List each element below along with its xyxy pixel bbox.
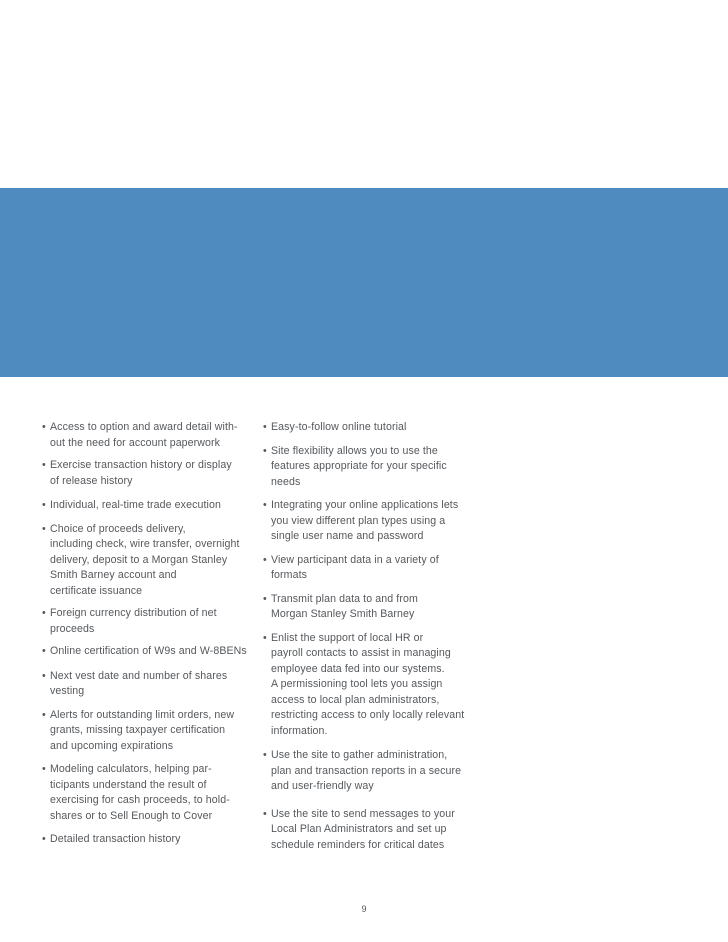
list-item-text: Easy-to-follow online tutorial [271, 421, 407, 433]
bullet-icon: • [42, 763, 46, 775]
list-item-text: Integrating your online applications lets you view different plan types using a single user name and password [271, 499, 459, 542]
list-item-text: View participant data in a variety of formats [271, 553, 439, 581]
list-item [42, 420, 252, 451]
list-item-text: Use the site to send messages to your Local Plan Administrators and set up schedule reminders for critical dates [271, 807, 455, 851]
bullet-icon: • [263, 421, 267, 433]
list-item [42, 669, 252, 700]
bullet-icon: • [42, 499, 46, 511]
list-item-text: Site flexibility allows you to use the features appropriate for your specific needs [271, 444, 447, 488]
list-item-text: Next vest date and number of shares vesting [50, 669, 228, 697]
list-item [42, 522, 252, 600]
list-item-text: Alerts for outstanding limit orders, new grants, missing taxpayer certification and upcoming expirations [50, 708, 235, 752]
bullet-icon: • [42, 833, 46, 845]
left-feature-list [42, 420, 252, 848]
list-item [263, 631, 473, 740]
list-item [42, 762, 252, 824]
list-item-text: Modeling calculators, helping par- ticipants understand the result of exercising for cash proceeds, to hold- shares or to Sell Enough to Cover [50, 763, 230, 822]
list-item [42, 606, 252, 637]
bullet-icon: • [42, 421, 46, 433]
list-item-text: Use the site to gather administration, plan and transaction reports in a secure and user-friendly way [271, 749, 462, 792]
list-item [263, 807, 473, 854]
bullet-icon: • [42, 645, 46, 657]
list-item-text: Detailed transaction history [50, 833, 181, 845]
list-item [42, 458, 252, 489]
bullet-icon: • [263, 499, 267, 511]
list-item-text: Exercise transaction history or display of release history [50, 459, 232, 487]
bullet-icon: • [42, 459, 46, 471]
list-item-text: Individual, real-time trade execution [50, 499, 221, 511]
bullet-icon: • [263, 807, 267, 820]
bullet-icon: • [263, 444, 267, 457]
page-number: 9 [361, 904, 367, 914]
list-item [263, 553, 473, 584]
list-item [263, 498, 473, 545]
bullet-icon: • [263, 631, 267, 644]
header-banner [0, 188, 728, 377]
right-feature-list [263, 420, 473, 853]
list-item [42, 644, 252, 660]
bullet-icon: • [42, 607, 46, 619]
list-item-text: Online certification of W9s and W-8BENs [50, 645, 247, 657]
bullet-icon: • [42, 708, 46, 721]
list-item [263, 592, 473, 623]
bullet-icon: • [42, 669, 46, 682]
list-item-text: Foreign currency distribution of net proceeds [50, 607, 217, 635]
bullet-icon: • [263, 553, 267, 566]
list-item-text: Access to option and award detail with- out the need for account paperwork [50, 421, 238, 449]
bullet-icon: • [263, 592, 267, 605]
list-item-text: Transmit plan data to and from Morgan Stanley Smith Barney [271, 592, 418, 620]
list-item [42, 832, 252, 848]
list-item [42, 708, 252, 755]
list-item [42, 498, 252, 514]
list-item-text: Enlist the support of local HR or payroll contacts to assist in managing employee data fed into our systems. A permissioning tool lets you assign access to local plan administrators, restricting access to only locally relevant information. [271, 631, 465, 737]
bullet-icon: • [263, 749, 267, 761]
list-item-text: Choice of proceeds delivery, including check, wire transfer, overnight delivery, deposit to a Morgan Stanley Smith Barney account and certificate issuance [50, 522, 240, 597]
bullet-icon: • [42, 522, 46, 535]
list-item [263, 420, 473, 436]
list-item [263, 748, 473, 795]
list-item [263, 444, 473, 491]
